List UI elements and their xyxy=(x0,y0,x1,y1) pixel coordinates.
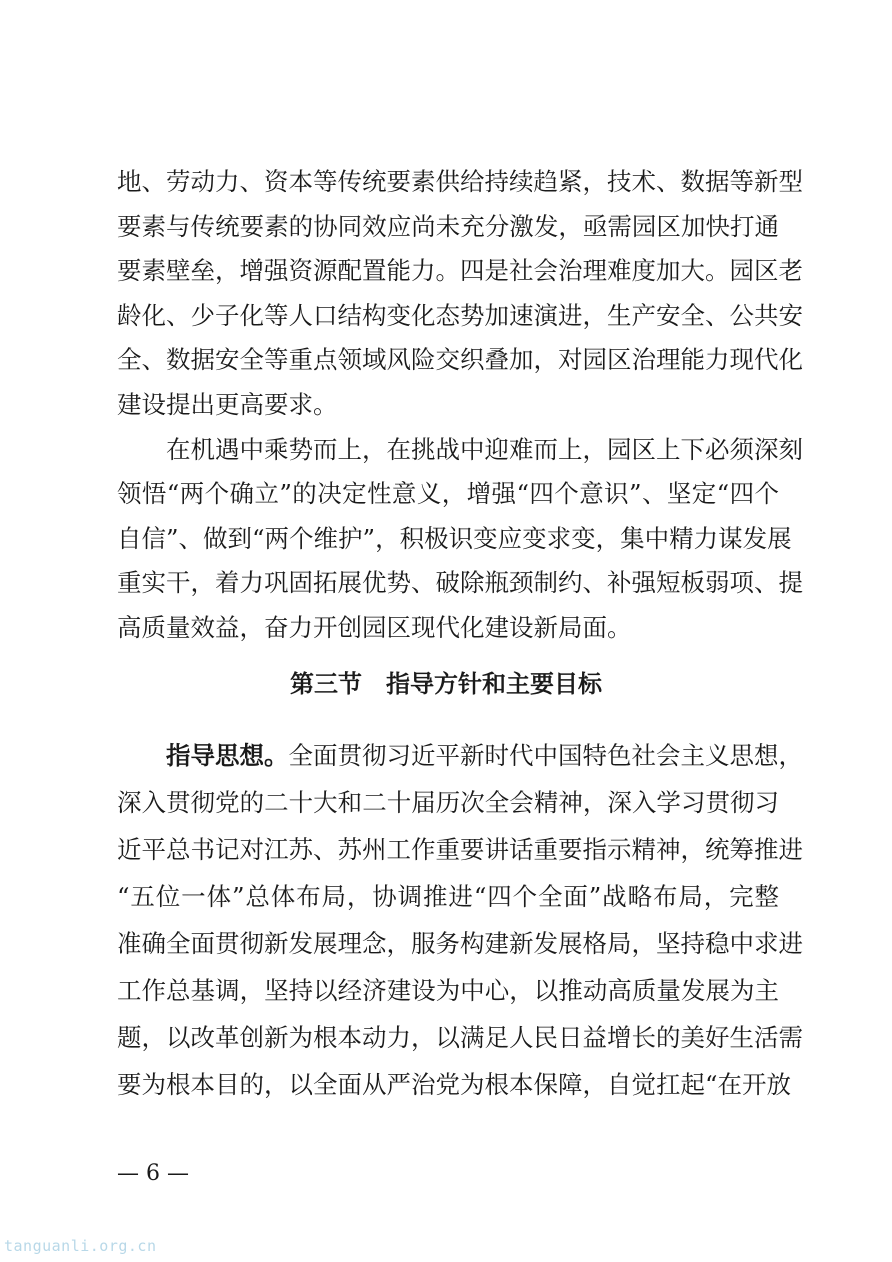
paragraph-line: 建设提出更高要求。 xyxy=(117,390,338,419)
paragraph-line: 工作总基调，坚持以经济建设为中心，以推动高质量发展为主 xyxy=(117,976,779,1005)
paragraph-first-line xyxy=(166,740,803,772)
site-watermark: tanguanli.org.cn xyxy=(4,1237,157,1255)
paragraph-lead-text: 全面贯彻习近平新时代中国特色社会主义思想， xyxy=(288,741,803,770)
paragraph-line: 深入贯彻党的二十大和二十届历次全会精神，深入学习贯彻习 xyxy=(117,788,779,817)
paragraph-line: 龄化、少子化等人口结构变化态势加速演进，生产安全、公共安 xyxy=(117,301,803,330)
paragraph-first-line: 在机遇中乘势而上，在挑战中迎难而上，园区上下必须深刻 xyxy=(166,435,803,464)
paragraph-line: 自信”、做到“两个维护”，积极识变应变求变，集中精力谋发展 xyxy=(117,524,792,553)
paragraph-line: 要为根本目的，以全面从严治党为根本保障，自觉扛起“在开放 xyxy=(117,1070,792,1099)
paragraph-line: 准确全面贯彻新发展理念，服务构建新发展格局，坚持稳中求进 xyxy=(117,929,803,958)
paragraph-line: “五位一体”总体布局，协调推进“四个全面”战略布局，完整 xyxy=(117,882,779,911)
paragraph-line: 要素壁垒，增强资源配置能力。四是社会治理难度加大。园区老 xyxy=(117,256,803,285)
paragraph-lead-heading: 指导思想。 xyxy=(166,741,289,770)
section-heading: 第三节 指导方针和主要目标 xyxy=(290,670,602,698)
paragraph-line: 地、劳动力、资本等传统要素供给持续趋紧，技术、数据等新型 xyxy=(117,167,803,196)
paragraph-line: 题，以改革创新为根本动力，以满足人民日益增长的美好生活需 xyxy=(117,1023,803,1052)
paragraph-line: 全、数据安全等重点领域风险交织叠加，对园区治理能力现代化 xyxy=(117,345,803,374)
paragraph-line: 重实干，着力巩固拓展优势、破除瓶颈制约、补强短板弱项、提 xyxy=(117,568,803,597)
paragraph-line: 要素与传统要素的协同效应尚未充分激发，亟需园区加快打通 xyxy=(117,212,779,241)
paragraph-line: 高质量效益，奋力开创园区现代化建设新局面。 xyxy=(117,613,632,642)
paragraph-line: 近平总书记对江苏、苏州工作重要讲话重要指示精神，统筹推进 xyxy=(117,835,803,864)
paragraph-line: 领悟“两个确立”的决定性意义，增强“四个意识”、坚定“四个 xyxy=(117,479,779,508)
page-number: — 6 — xyxy=(117,1161,189,1186)
